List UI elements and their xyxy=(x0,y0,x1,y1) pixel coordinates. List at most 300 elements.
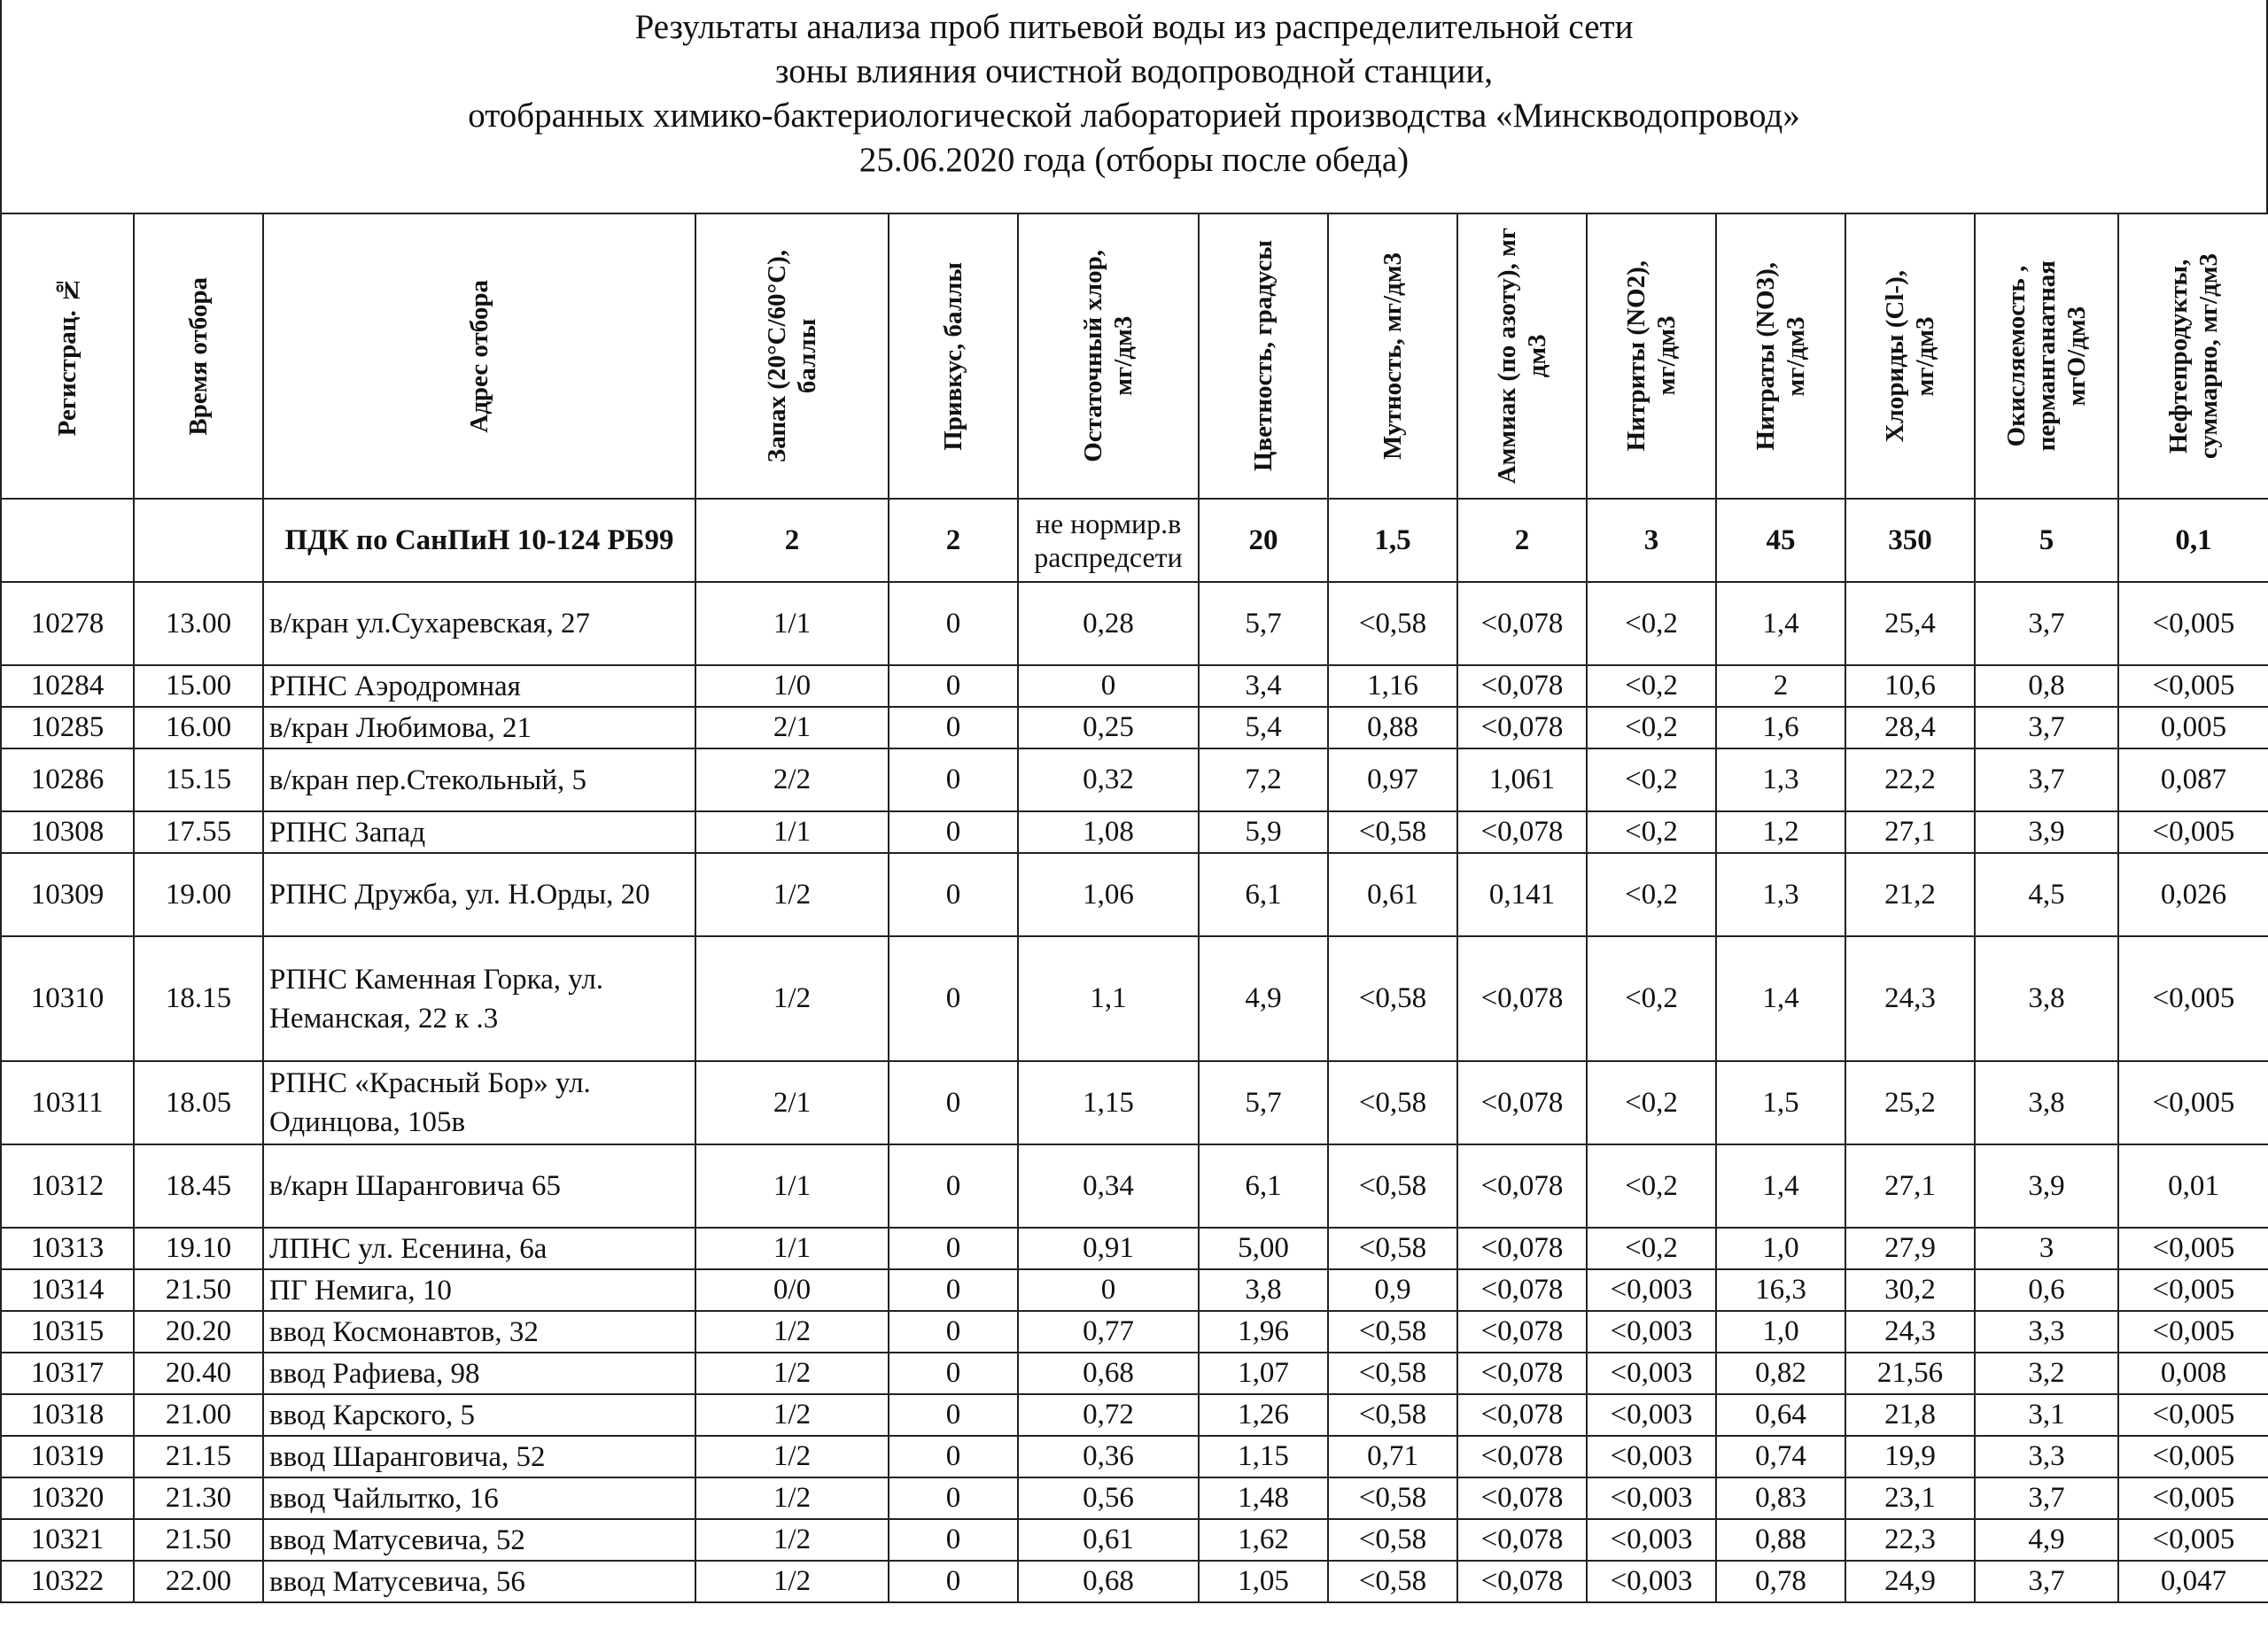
table-cell: 1,5 xyxy=(1716,1061,1845,1144)
title-line: Результаты анализа проб питьевой воды из распределительной сети xyxy=(634,8,1634,46)
norm-cell: 5 xyxy=(1975,499,2118,582)
table-cell: 0,005 xyxy=(2118,707,2268,748)
table-cell: <0,003 xyxy=(1587,1269,1716,1311)
table-cell: <0,078 xyxy=(1457,1436,1587,1477)
table-cell: <0,078 xyxy=(1457,1061,1587,1144)
column-header-label: Нитриты (NO2), мг/дм3 xyxy=(1622,260,1681,452)
norm-cell: 3 xyxy=(1587,499,1716,582)
table-cell: <0,005 xyxy=(2118,1228,2268,1269)
table-cell: 21.30 xyxy=(134,1477,263,1519)
table-cell: 0,68 xyxy=(1018,1561,1199,1602)
table-cell: <0,58 xyxy=(1328,1561,1457,1602)
table-cell: 1/1 xyxy=(695,582,889,665)
table-row xyxy=(1,1561,2268,1602)
table-cell: 1,3 xyxy=(1716,748,1845,811)
table-cell: 1/2 xyxy=(695,1353,889,1394)
table-cell: 27,1 xyxy=(1845,811,1975,853)
table-cell: <0,003 xyxy=(1587,1477,1716,1519)
table-cell: <0,003 xyxy=(1587,1353,1716,1394)
norm-cell: 2 xyxy=(695,499,889,582)
table-cell: 0 xyxy=(889,1561,1018,1602)
table-cell: 1,48 xyxy=(1199,1477,1328,1519)
table-cell: 1/1 xyxy=(695,1228,889,1269)
table-cell: 24,3 xyxy=(1845,1311,1975,1353)
table-cell: <0,078 xyxy=(1457,1228,1587,1269)
table-cell: 1,0 xyxy=(1716,1228,1845,1269)
table-cell: 0,087 xyxy=(2118,748,2268,811)
column-header-label: Остаточный хлор, мг/дм3 xyxy=(1079,250,1138,462)
table-row xyxy=(1,1311,2268,1353)
table-cell: 22,2 xyxy=(1845,748,1975,811)
table-cell: 3,7 xyxy=(1975,582,2118,665)
table-cell: 0,88 xyxy=(1328,707,1457,748)
table-cell: 27,1 xyxy=(1845,1144,1975,1228)
table-cell: <0,58 xyxy=(1328,1477,1457,1519)
table-cell: 10320 xyxy=(1,1477,134,1519)
column-header-label: Цветность, градусы xyxy=(1249,240,1278,472)
table-cell: 4,9 xyxy=(1199,936,1328,1061)
table-cell: 25,2 xyxy=(1845,1061,1975,1144)
column-header-label: Адрес отбора xyxy=(465,279,493,433)
table-row xyxy=(1,1519,2268,1561)
table-cell: 5,4 xyxy=(1199,707,1328,748)
table-cell: 21.00 xyxy=(134,1394,263,1436)
norm-cell: 45 xyxy=(1716,499,1845,582)
table-row xyxy=(1,853,2268,936)
table-cell: 10286 xyxy=(1,748,134,811)
column-header xyxy=(2118,213,2268,499)
table-row xyxy=(1,748,2268,811)
table-cell: <0,2 xyxy=(1587,811,1716,853)
table-cell: 0 xyxy=(889,1061,1018,1144)
table-cell: 0 xyxy=(889,811,1018,853)
table-cell: <0,005 xyxy=(2118,1061,2268,1144)
table-cell: 1,0 xyxy=(1716,1311,1845,1353)
table-cell: 1,15 xyxy=(1018,1061,1199,1144)
table-cell: 0 xyxy=(889,1269,1018,1311)
table-cell: <0,005 xyxy=(2118,1436,2268,1477)
table-cell: 0,72 xyxy=(1018,1394,1199,1436)
table-cell: 21,2 xyxy=(1845,853,1975,936)
table-cell: 1,1 xyxy=(1018,936,1199,1061)
norm-cell: 0,1 xyxy=(2118,499,2268,582)
table-cell: <0,078 xyxy=(1457,1311,1587,1353)
table-cell: 21.50 xyxy=(134,1519,263,1561)
address-cell: РПНС Аэродромная xyxy=(263,665,695,707)
norm-cell xyxy=(1,499,134,582)
table-row xyxy=(1,1228,2268,1269)
table-cell: 1,061 xyxy=(1457,748,1587,811)
address-cell: ПГ Немига, 10 xyxy=(263,1269,695,1311)
table-row xyxy=(1,1353,2268,1394)
table-row xyxy=(1,665,2268,707)
table-cell: 10315 xyxy=(1,1311,134,1353)
document-title xyxy=(0,0,2268,213)
table-cell: 1/2 xyxy=(695,1394,889,1436)
table-cell: <0,005 xyxy=(2118,1311,2268,1353)
table-row xyxy=(1,582,2268,665)
table-cell: 21.15 xyxy=(134,1436,263,1477)
table-row xyxy=(1,1061,2268,1144)
table-cell: 2/2 xyxy=(695,748,889,811)
column-header xyxy=(263,213,695,499)
table-cell: <0,2 xyxy=(1587,853,1716,936)
table-cell: <0,58 xyxy=(1328,1311,1457,1353)
table-row xyxy=(1,936,2268,1061)
table-row xyxy=(1,1394,2268,1436)
table-cell: 1,08 xyxy=(1018,811,1199,853)
table-cell: 10312 xyxy=(1,1144,134,1228)
table-cell: 3,9 xyxy=(1975,811,2118,853)
table-cell: 10311 xyxy=(1,1061,134,1144)
table-cell: 3,1 xyxy=(1975,1394,2118,1436)
table-cell: 1,6 xyxy=(1716,707,1845,748)
column-header xyxy=(1975,213,2118,499)
table-cell: 1/2 xyxy=(695,853,889,936)
table-cell: 0,61 xyxy=(1328,853,1457,936)
table-cell: 3,7 xyxy=(1975,1561,2118,1602)
table-cell: 10318 xyxy=(1,1394,134,1436)
table-cell: <0,078 xyxy=(1457,1519,1587,1561)
table-cell: <0,005 xyxy=(2118,1269,2268,1311)
address-cell: в/кран пер.Стекольный, 5 xyxy=(263,748,695,811)
title-line: отобранных химико-бактериологической лабораторией производства «Минскводопровод» xyxy=(468,97,1800,135)
column-header-label: Нефтепродукты, суммарно, мг/дм3 xyxy=(2164,252,2223,460)
table-cell: 22,3 xyxy=(1845,1519,1975,1561)
table-cell: 0,74 xyxy=(1716,1436,1845,1477)
table-cell: <0,58 xyxy=(1328,1061,1457,1144)
table-cell: 24,9 xyxy=(1845,1561,1975,1602)
table-cell: 4,9 xyxy=(1975,1519,2118,1561)
table-cell: <0,003 xyxy=(1587,1561,1716,1602)
address-cell: в/кран Любимова, 21 xyxy=(263,707,695,748)
table-cell: 3,4 xyxy=(1199,665,1328,707)
column-header-label: Привкус, баллы xyxy=(939,261,967,451)
table-cell: <0,2 xyxy=(1587,1228,1716,1269)
table-cell: 10278 xyxy=(1,582,134,665)
table-cell: 10313 xyxy=(1,1228,134,1269)
table-row xyxy=(1,1144,2268,1228)
table-cell: <0,078 xyxy=(1457,1144,1587,1228)
table-cell: <0,078 xyxy=(1457,582,1587,665)
table-cell: <0,003 xyxy=(1587,1311,1716,1353)
table-cell: <0,58 xyxy=(1328,811,1457,853)
table-cell: <0,58 xyxy=(1328,936,1457,1061)
table-cell: 28,4 xyxy=(1845,707,1975,748)
norm-cell: 350 xyxy=(1845,499,1975,582)
table-cell: <0,078 xyxy=(1457,936,1587,1061)
table-cell: <0,078 xyxy=(1457,811,1587,853)
address-cell: РПНС «Красный Бор» ул. Одинцова, 105в xyxy=(263,1061,695,1144)
table-row xyxy=(1,1436,2268,1477)
table-cell: 4,5 xyxy=(1975,853,2118,936)
table-cell: 22.00 xyxy=(134,1561,263,1602)
table-cell: 0 xyxy=(889,853,1018,936)
title-line: 25.06.2020 года (отборы после обеда) xyxy=(858,141,1410,179)
address-cell: РПНС Каменная Горка, ул. Неманская, 22 к .3 xyxy=(263,936,695,1061)
table-cell: 3,2 xyxy=(1975,1353,2118,1394)
table-cell: 10285 xyxy=(1,707,134,748)
table-cell: 0,047 xyxy=(2118,1561,2268,1602)
table-cell: 6,1 xyxy=(1199,853,1328,936)
table-cell: 0,88 xyxy=(1716,1519,1845,1561)
address-cell: ввод Рафиева, 98 xyxy=(263,1353,695,1394)
column-header-label: Мутность, мг/дм3 xyxy=(1379,252,1407,460)
table-cell: 10321 xyxy=(1,1519,134,1561)
table-cell: 0,36 xyxy=(1018,1436,1199,1477)
table-cell: 0 xyxy=(1018,1269,1199,1311)
table-cell: 0,91 xyxy=(1018,1228,1199,1269)
table-cell: 1,96 xyxy=(1199,1311,1328,1353)
table-cell: 1,4 xyxy=(1716,1144,1845,1228)
table-cell: <0,58 xyxy=(1328,1353,1457,1394)
table-cell: 1,4 xyxy=(1716,582,1845,665)
table-cell: 0 xyxy=(889,748,1018,811)
column-header xyxy=(1,213,134,499)
table-cell: 1/0 xyxy=(695,665,889,707)
table-cell: 21.50 xyxy=(134,1269,263,1311)
address-cell: ввод Карского, 5 xyxy=(263,1394,695,1436)
table-cell: 0,6 xyxy=(1975,1269,2118,1311)
table-cell: 0 xyxy=(1018,665,1199,707)
table-cell: 0,78 xyxy=(1716,1561,1845,1602)
table-cell: 3,8 xyxy=(1975,936,2118,1061)
table-cell: 3,8 xyxy=(1199,1269,1328,1311)
table-cell: 21,8 xyxy=(1845,1394,1975,1436)
title-line: зоны влияния очистной водопроводной станции, xyxy=(775,52,1493,90)
table-cell: 1/1 xyxy=(695,811,889,853)
table-cell: 1,07 xyxy=(1199,1353,1328,1394)
table-cell: 20.20 xyxy=(134,1311,263,1353)
table-cell: <0,2 xyxy=(1587,1144,1716,1228)
table-cell: 0 xyxy=(889,1144,1018,1228)
column-header-label: Аммиак (по азоту), мг дм3 xyxy=(1493,228,1551,485)
table-cell: 15.15 xyxy=(134,748,263,811)
table-row xyxy=(1,811,2268,853)
table-cell: 6,1 xyxy=(1199,1144,1328,1228)
table-cell: 5,7 xyxy=(1199,582,1328,665)
address-cell: РПНС Дружба, ул. Н.Орды, 20 xyxy=(263,853,695,936)
table-cell: 0 xyxy=(889,1519,1018,1561)
table-cell: <0,005 xyxy=(2118,1394,2268,1436)
table-cell: 19.00 xyxy=(134,853,263,936)
column-header xyxy=(1845,213,1975,499)
table-cell: 0,008 xyxy=(2118,1353,2268,1394)
table-cell: 1/2 xyxy=(695,936,889,1061)
column-header xyxy=(695,213,889,499)
table-row xyxy=(1,1477,2268,1519)
norm-cell: не нормир.в распредсети xyxy=(1018,499,1199,582)
table-cell: <0,005 xyxy=(2118,811,2268,853)
table-cell: <0,58 xyxy=(1328,1228,1457,1269)
table-cell: <0,2 xyxy=(1587,936,1716,1061)
column-header xyxy=(1018,213,1199,499)
table-cell: 1/1 xyxy=(695,1144,889,1228)
table-cell: 27,9 xyxy=(1845,1228,1975,1269)
norm-row xyxy=(1,499,2268,582)
table-cell: 5,9 xyxy=(1199,811,1328,853)
table-cell: 3 xyxy=(1975,1228,2118,1269)
table-cell: <0,2 xyxy=(1587,748,1716,811)
table-cell: 0,8 xyxy=(1975,665,2118,707)
table-cell: 1,62 xyxy=(1199,1519,1328,1561)
table-cell: 0,61 xyxy=(1018,1519,1199,1561)
column-header-label: Запах (20°С/60°С), баллы xyxy=(763,249,821,463)
table-cell: 3,3 xyxy=(1975,1436,2118,1477)
table-cell: 10284 xyxy=(1,665,134,707)
table-cell: 1/2 xyxy=(695,1477,889,1519)
table-cell: 0,68 xyxy=(1018,1353,1199,1394)
table-cell: <0,2 xyxy=(1587,582,1716,665)
table-cell: 10319 xyxy=(1,1436,134,1477)
table-cell: 0,9 xyxy=(1328,1269,1457,1311)
table-cell: 0,34 xyxy=(1018,1144,1199,1228)
table-cell: <0,58 xyxy=(1328,1394,1457,1436)
table-cell: 30,2 xyxy=(1845,1269,1975,1311)
table-cell: 5,00 xyxy=(1199,1228,1328,1269)
table-cell: <0,58 xyxy=(1328,1519,1457,1561)
table-cell: 2 xyxy=(1716,665,1845,707)
table-cell: 7,2 xyxy=(1199,748,1328,811)
table-cell: 18.45 xyxy=(134,1144,263,1228)
table-cell: <0,2 xyxy=(1587,1061,1716,1144)
table-cell: 3,7 xyxy=(1975,1477,2118,1519)
table-cell: <0,58 xyxy=(1328,1144,1457,1228)
table-cell: 1/2 xyxy=(695,1311,889,1353)
table-cell: 1,3 xyxy=(1716,853,1845,936)
table-cell: 0 xyxy=(889,1228,1018,1269)
table-cell: 0 xyxy=(889,582,1018,665)
table-cell: 0 xyxy=(889,665,1018,707)
norm-cell: 2 xyxy=(889,499,1018,582)
table-cell: <0,078 xyxy=(1457,707,1587,748)
table-cell: 2/1 xyxy=(695,1061,889,1144)
address-cell: ввод Чайлытко, 16 xyxy=(263,1477,695,1519)
table-cell: 10,6 xyxy=(1845,665,1975,707)
table-cell: 1,26 xyxy=(1199,1394,1328,1436)
table-cell: <0,2 xyxy=(1587,707,1716,748)
column-header xyxy=(1587,213,1716,499)
table-cell: 20.40 xyxy=(134,1353,263,1394)
table-cell: 0,64 xyxy=(1716,1394,1845,1436)
table-cell: 0,01 xyxy=(2118,1144,2268,1228)
table-cell: 1,4 xyxy=(1716,936,1845,1061)
table-cell: 1,16 xyxy=(1328,665,1457,707)
table-cell: 1/2 xyxy=(695,1519,889,1561)
norm-cell: 2 xyxy=(1457,499,1587,582)
table-cell: <0,003 xyxy=(1587,1436,1716,1477)
table-cell: 0,026 xyxy=(2118,853,2268,936)
table-cell: 10314 xyxy=(1,1269,134,1311)
table-cell: 25,4 xyxy=(1845,582,1975,665)
norm-cell: 1,5 xyxy=(1328,499,1457,582)
table-cell: <0,58 xyxy=(1328,582,1457,665)
column-header xyxy=(1716,213,1845,499)
header-row xyxy=(1,213,2268,499)
column-header xyxy=(134,213,263,499)
table-cell: 13.00 xyxy=(134,582,263,665)
table-cell: 15.00 xyxy=(134,665,263,707)
table-cell: 19.10 xyxy=(134,1228,263,1269)
table-cell: <0,078 xyxy=(1457,1477,1587,1519)
table-cell: 3,3 xyxy=(1975,1311,2118,1353)
table-cell: <0,005 xyxy=(2118,665,2268,707)
address-cell: ввод Шаранговича, 52 xyxy=(263,1436,695,1477)
table-cell: 0,97 xyxy=(1328,748,1457,811)
table-cell: 16,3 xyxy=(1716,1269,1845,1311)
table-cell: 3,7 xyxy=(1975,748,2118,811)
table-cell: 1/2 xyxy=(695,1436,889,1477)
table-cell: <0,005 xyxy=(2118,936,2268,1061)
table-cell: 0,32 xyxy=(1018,748,1199,811)
table-cell: 1/2 xyxy=(695,1561,889,1602)
table-cell: <0,078 xyxy=(1457,1394,1587,1436)
table-cell: 3,7 xyxy=(1975,707,2118,748)
table-cell: 0,83 xyxy=(1716,1477,1845,1519)
results-table xyxy=(0,213,2268,1603)
address-cell: ввод Матусевича, 52 xyxy=(263,1519,695,1561)
table-cell: <0,005 xyxy=(2118,1519,2268,1561)
table-row xyxy=(1,1269,2268,1311)
column-header xyxy=(889,213,1018,499)
column-header-label: Регистрац. № xyxy=(53,275,82,437)
table-cell: <0,078 xyxy=(1457,1269,1587,1311)
address-cell: в/кран ул.Сухаревская, 27 xyxy=(263,582,695,665)
table-cell: 21,56 xyxy=(1845,1353,1975,1394)
table-cell: 1,05 xyxy=(1199,1561,1328,1602)
column-header-label: Время отбора xyxy=(184,276,213,436)
table-cell: <0,078 xyxy=(1457,1353,1587,1394)
table-cell: 3,9 xyxy=(1975,1144,2118,1228)
table-cell: 16.00 xyxy=(134,707,263,748)
table-cell: 0,56 xyxy=(1018,1477,1199,1519)
table-cell: 0 xyxy=(889,1311,1018,1353)
table-cell: 23,1 xyxy=(1845,1477,1975,1519)
table-cell: 1,06 xyxy=(1018,853,1199,936)
table-cell: 10317 xyxy=(1,1353,134,1394)
address-cell: ЛПНС ул. Есенина, 6а xyxy=(263,1228,695,1269)
table-cell: 19,9 xyxy=(1845,1436,1975,1477)
column-header-label: Хлориды (Cl-), мг/дм3 xyxy=(1881,269,1939,443)
table-body xyxy=(1,499,2268,1602)
table-cell: <0,2 xyxy=(1587,665,1716,707)
table-cell: 18.15 xyxy=(134,936,263,1061)
column-header-label: Окисляемость , перманганатная мгО/дм3 xyxy=(2002,260,2091,452)
table-cell: 0,25 xyxy=(1018,707,1199,748)
address-cell: в/карн Шаранговича 65 xyxy=(263,1144,695,1228)
address-cell: РПНС Запад xyxy=(263,811,695,853)
table-cell: <0,005 xyxy=(2118,582,2268,665)
table-cell: 0 xyxy=(889,1394,1018,1436)
table-cell: <0,003 xyxy=(1587,1519,1716,1561)
norm-cell xyxy=(134,499,263,582)
table-cell: 18.05 xyxy=(134,1061,263,1144)
table-cell: 17.55 xyxy=(134,811,263,853)
table-cell: 1,15 xyxy=(1199,1436,1328,1477)
table-cell: 1,2 xyxy=(1716,811,1845,853)
table-cell: 0 xyxy=(889,936,1018,1061)
column-header xyxy=(1457,213,1587,499)
column-header xyxy=(1328,213,1457,499)
table-cell: 0/0 xyxy=(695,1269,889,1311)
table-cell: <0,005 xyxy=(2118,1477,2268,1519)
table-cell: 24,3 xyxy=(1845,936,1975,1061)
table-cell: <0,003 xyxy=(1587,1394,1716,1436)
table-cell: 0 xyxy=(889,1353,1018,1394)
table-cell: 0,82 xyxy=(1716,1353,1845,1394)
table-cell: 0,28 xyxy=(1018,582,1199,665)
table-cell: 10309 xyxy=(1,853,134,936)
